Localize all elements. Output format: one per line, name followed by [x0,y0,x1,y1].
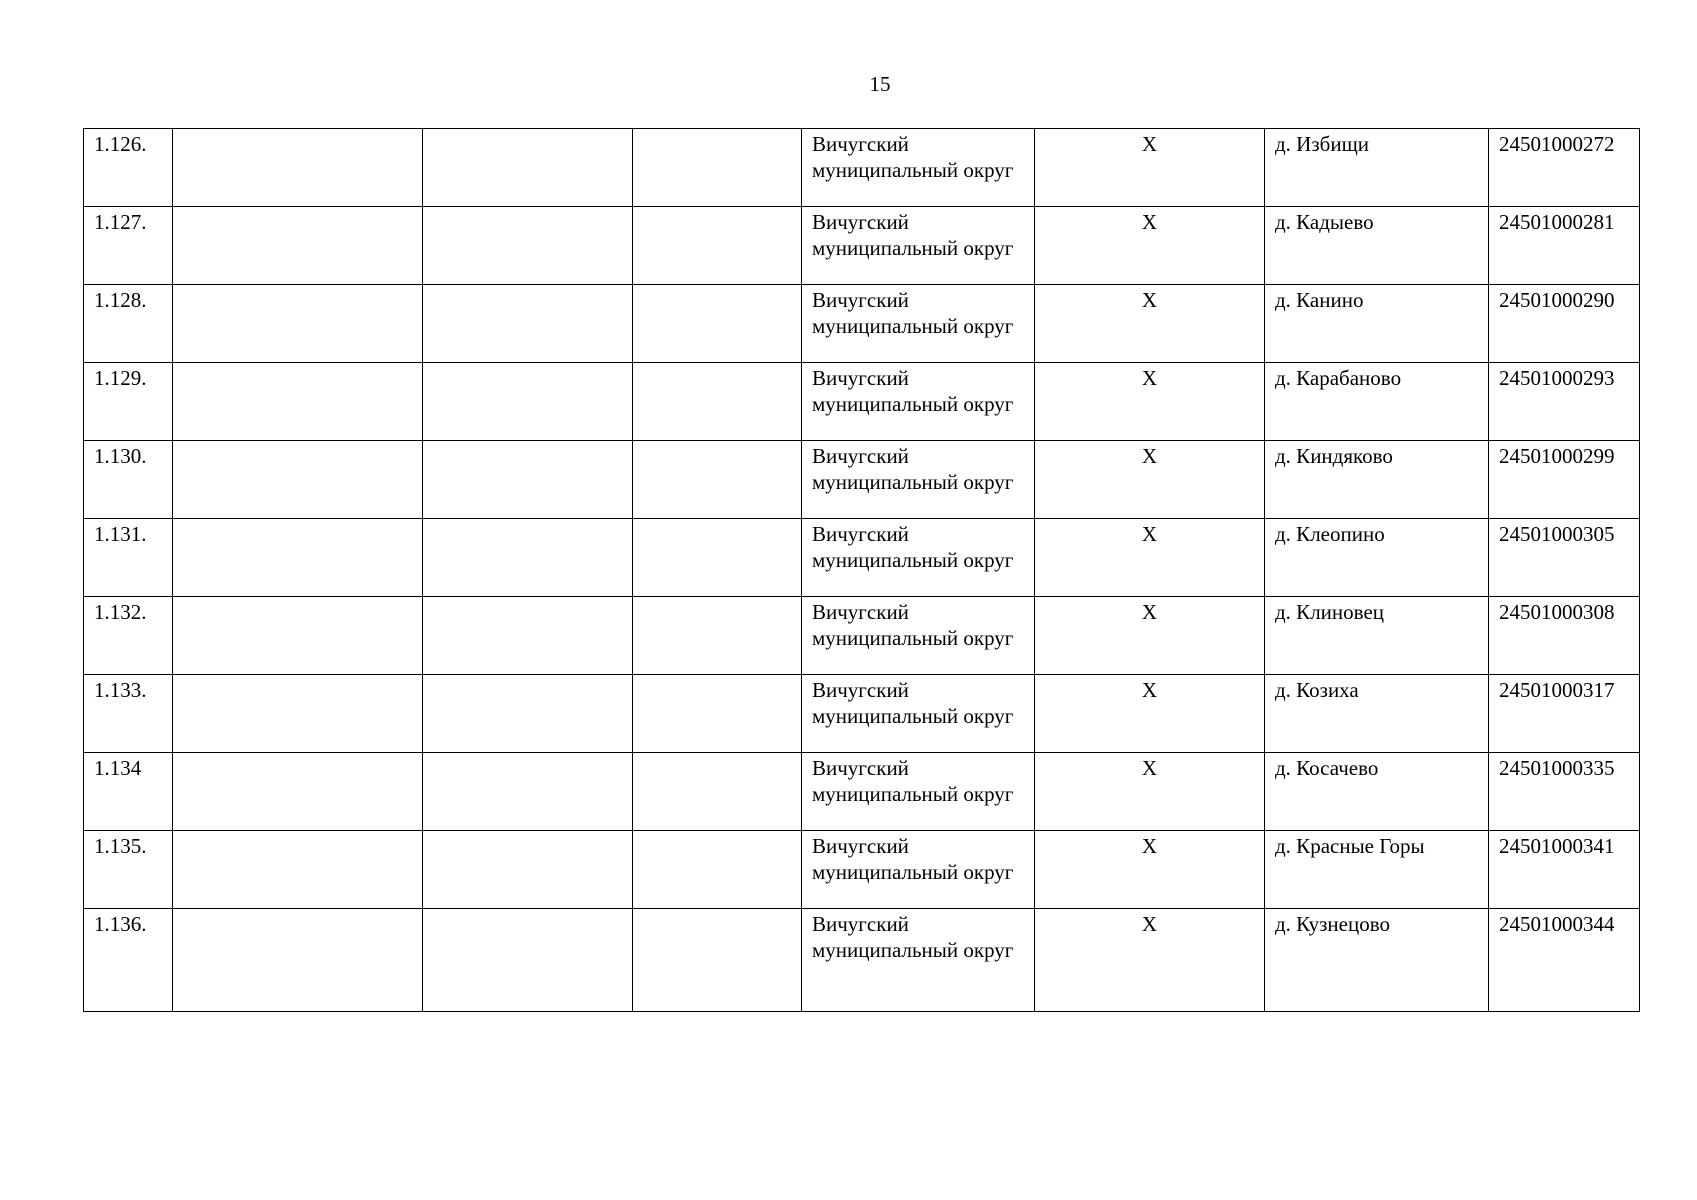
row-number-cell: 1.134 [84,753,173,831]
locality-cell: д. Избищи [1265,129,1489,207]
empty-cell [633,909,802,1012]
code-cell: 24501000308 [1489,597,1640,675]
empty-cell [173,129,423,207]
district-cell: Вичугский муниципальный округ [802,441,1035,519]
code-cell: 24501000293 [1489,363,1640,441]
registry-table [83,128,1640,1012]
mark-cell: Х [1035,831,1265,909]
row-number-cell: 1.126. [84,129,173,207]
table-row [84,519,1640,597]
empty-cell [173,207,423,285]
table-row [84,129,1640,207]
district-cell: Вичугский муниципальный округ [802,363,1035,441]
district-cell: Вичугский муниципальный округ [802,285,1035,363]
empty-cell [633,753,802,831]
empty-cell [633,519,802,597]
empty-cell [173,675,423,753]
empty-cell [173,909,423,1012]
empty-cell [423,831,633,909]
empty-cell [423,285,633,363]
table-row [84,363,1640,441]
row-number-cell: 1.133. [84,675,173,753]
empty-cell [173,285,423,363]
row-number-cell: 1.131. [84,519,173,597]
empty-cell [173,441,423,519]
empty-cell [423,207,633,285]
row-number-cell: 1.129. [84,363,173,441]
empty-cell [423,519,633,597]
empty-cell [173,519,423,597]
empty-cell [423,597,633,675]
empty-cell [423,441,633,519]
code-cell: 24501000344 [1489,909,1640,1012]
table-row [84,285,1640,363]
empty-cell [633,441,802,519]
row-number-cell: 1.136. [84,909,173,1012]
empty-cell [173,753,423,831]
table-row [84,207,1640,285]
district-cell: Вичугский муниципальный округ [802,519,1035,597]
table-row [84,441,1640,519]
row-number-cell: 1.132. [84,597,173,675]
empty-cell [633,129,802,207]
code-cell: 24501000335 [1489,753,1640,831]
empty-cell [173,597,423,675]
empty-cell [173,831,423,909]
empty-cell [633,597,802,675]
table-row [84,909,1640,1012]
row-number-cell: 1.128. [84,285,173,363]
page-number: 15 [869,72,891,96]
locality-cell: д. Косачево [1265,753,1489,831]
code-cell: 24501000317 [1489,675,1640,753]
district-cell: Вичугский муниципальный округ [802,129,1035,207]
locality-cell: д. Канино [1265,285,1489,363]
locality-cell: д. Козиха [1265,675,1489,753]
district-cell: Вичугский муниципальный округ [802,597,1035,675]
code-cell: 24501000272 [1489,129,1640,207]
locality-cell: д. Карабаново [1265,363,1489,441]
mark-cell: Х [1035,675,1265,753]
empty-cell [423,909,633,1012]
mark-cell: Х [1035,285,1265,363]
empty-cell [633,207,802,285]
empty-cell [633,285,802,363]
mark-cell: Х [1035,753,1265,831]
table-row [84,675,1640,753]
empty-cell [633,831,802,909]
locality-cell: д. Клиновец [1265,597,1489,675]
locality-cell: д. Клеопино [1265,519,1489,597]
row-number-cell: 1.127. [84,207,173,285]
code-cell: 24501000305 [1489,519,1640,597]
mark-cell: Х [1035,129,1265,207]
locality-cell: д. Кадыево [1265,207,1489,285]
locality-cell: д. Красные Горы [1265,831,1489,909]
mark-cell: Х [1035,363,1265,441]
mark-cell: Х [1035,207,1265,285]
table-row [84,597,1640,675]
locality-cell: д. Кузнецово [1265,909,1489,1012]
district-cell: Вичугский муниципальный округ [802,909,1035,1012]
empty-cell [423,753,633,831]
district-cell: Вичугский муниципальный округ [802,207,1035,285]
mark-cell: Х [1035,597,1265,675]
mark-cell: Х [1035,909,1265,1012]
district-cell: Вичугский муниципальный округ [802,753,1035,831]
mark-cell: Х [1035,519,1265,597]
district-cell: Вичугский муниципальный округ [802,831,1035,909]
empty-cell [423,363,633,441]
code-cell: 24501000281 [1489,207,1640,285]
table-row [84,831,1640,909]
empty-cell [423,675,633,753]
row-number-cell: 1.135. [84,831,173,909]
row-number-cell: 1.130. [84,441,173,519]
table-row [84,753,1640,831]
empty-cell [423,129,633,207]
empty-cell [173,363,423,441]
code-cell: 24501000290 [1489,285,1640,363]
locality-cell: д. Киндяково [1265,441,1489,519]
empty-cell [633,363,802,441]
code-cell: 24501000341 [1489,831,1640,909]
code-cell: 24501000299 [1489,441,1640,519]
empty-cell [633,675,802,753]
mark-cell: Х [1035,441,1265,519]
district-cell: Вичугский муниципальный округ [802,675,1035,753]
registry-table-body [84,129,1640,1012]
